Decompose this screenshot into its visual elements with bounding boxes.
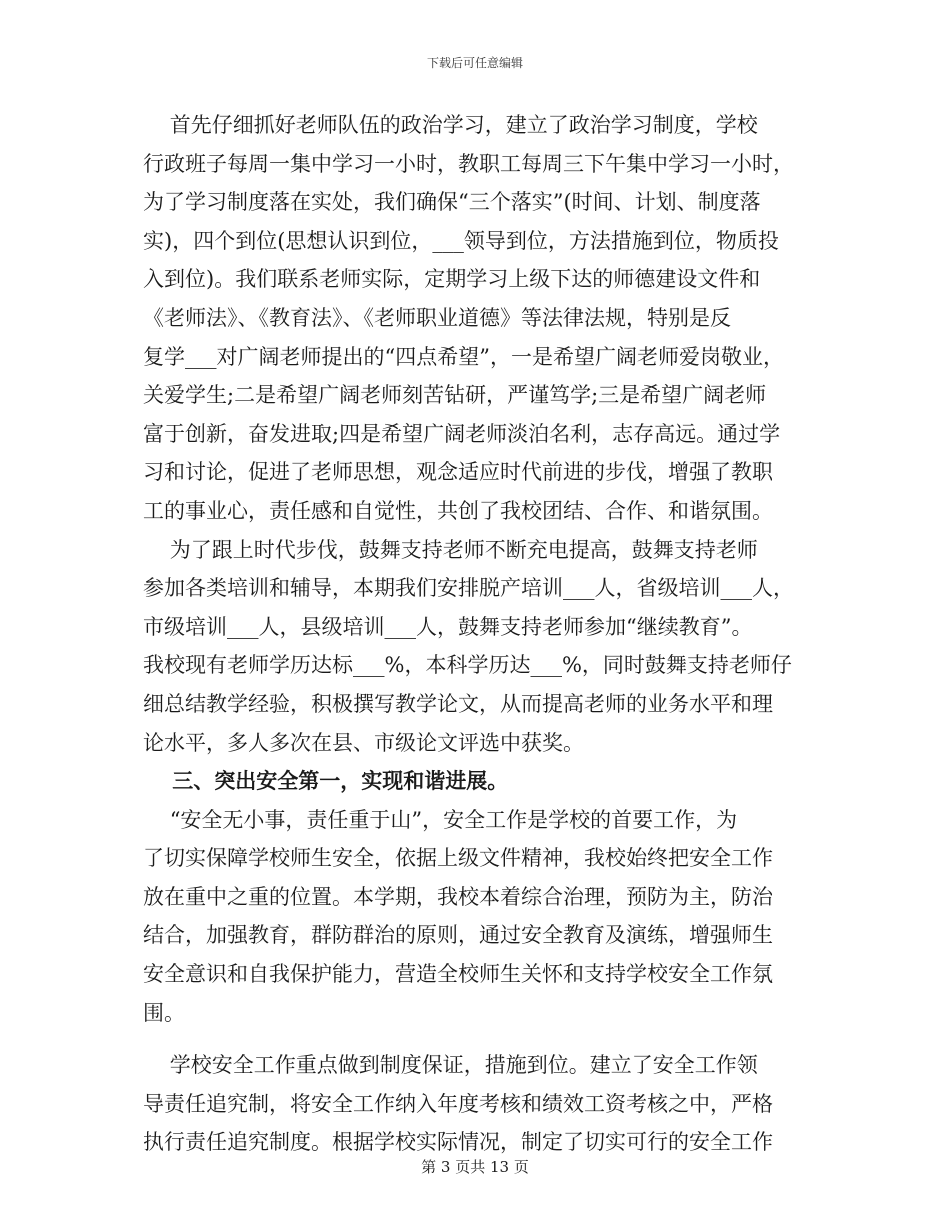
paragraph-line: 习和讨论，促进了老师思想，观念适应时代前进的步伐，增强了教职	[143, 460, 773, 485]
paragraph-line: 结合，加强教育，群防群治的原则，通过安全教育及演练，增强师生	[143, 923, 773, 948]
paragraph-line: 为了学习制度落在实处，我们确保“三个落实”(时间、计划、制度落	[143, 190, 761, 215]
paragraph-line: 执行责任追究制度。根据学校实际情况，制定了切实可行的安全工作	[143, 1130, 773, 1155]
paragraph-line: 围。	[143, 1000, 185, 1025]
paragraph-line: 为了跟上时代步伐，鼓舞支持老师不断充电提高，鼓舞支持老师	[143, 537, 758, 562]
paragraph-line: 学校安全工作重点做到制度保证，措施到位。建立了安全工作领	[143, 1053, 758, 1078]
paragraph-line: 入到位)。我们联系老师实际，定期学习上级下达的师德建设文件和	[143, 267, 761, 292]
section-heading: 三、突出安全第一，实现和谐进展。	[143, 769, 509, 794]
paragraph-line: “安全无小事，责任重于山”，安全工作是学校的首要工作，为	[143, 807, 738, 832]
page-number: 第 3 页共 13 页	[421, 1158, 529, 1176]
paragraph-line: 工的事业心，责任感和自觉性，共创了我校团结、合作、和谐氛围。	[143, 498, 773, 523]
paragraph-line: 复学___对广阔老师提出的“四点希望”，一是希望广阔老师爱岗敬业，	[143, 344, 784, 369]
paragraph-line: 我校现有老师学历达标___%，本科学历达___%，同时鼓舞支持老师仔	[143, 653, 792, 678]
paragraph-line: 了切实保障学校师生安全，依据上级文件精神，我校始终把安全工作	[143, 846, 773, 871]
paragraph-line: 首先仔细抓好老师队伍的政治学习，建立了政治学习制度，学校	[143, 113, 758, 137]
paragraph-line: 市级培训___人，县级培训___人，鼓舞支持老师参加“继续教育”。	[143, 614, 753, 639]
page-header: 下载后可任意编辑	[426, 56, 523, 70]
paragraph-line: 论水平，多人多次在县、市级论文评选中获奖。	[143, 730, 584, 755]
paragraph-line: 富于创新，奋发进取;四是希望广阔老师淡泊名利，志存高远。通过学	[143, 421, 781, 446]
paragraph-line: 行政班子每周一集中学习一小时，教职工每周三下午集中学习一小时，	[143, 151, 794, 176]
body-text	[143, 113, 815, 1169]
paragraph-line: 安全意识和自我保护能力，营造全校师生关怀和支持学校安全工作氛	[143, 962, 773, 987]
paragraph-line: 《老师法》、《教育法》、《老师职业道德》等法律法规，特别是反	[143, 305, 731, 330]
paragraph-line: 导责任追究制，将安全工作纳入年度考核和绩效工资考核之中，严格	[143, 1091, 773, 1116]
paragraph-line: 参加各类培训和辅导，本期我们安排脱产培训___人，省级培训___人，	[143, 576, 794, 601]
paragraph-gap	[143, 1039, 815, 1053]
paragraph-line: 关爱学生;二是希望广阔老师刻苦钻研，严谨笃学;三是希望广阔老师	[143, 383, 767, 408]
paragraph-line: 实)，四个到位(思想认识到位，___领导到位，方法措施到位，物质投	[143, 228, 779, 253]
paragraph-line: 细总结教学经验，积极撰写教学论文，从而提高老师的业务水平和理	[143, 691, 773, 716]
paragraph-line: 放在重中之重的位置。本学期，我校本着综合治理，预防为主，防治	[143, 884, 773, 909]
